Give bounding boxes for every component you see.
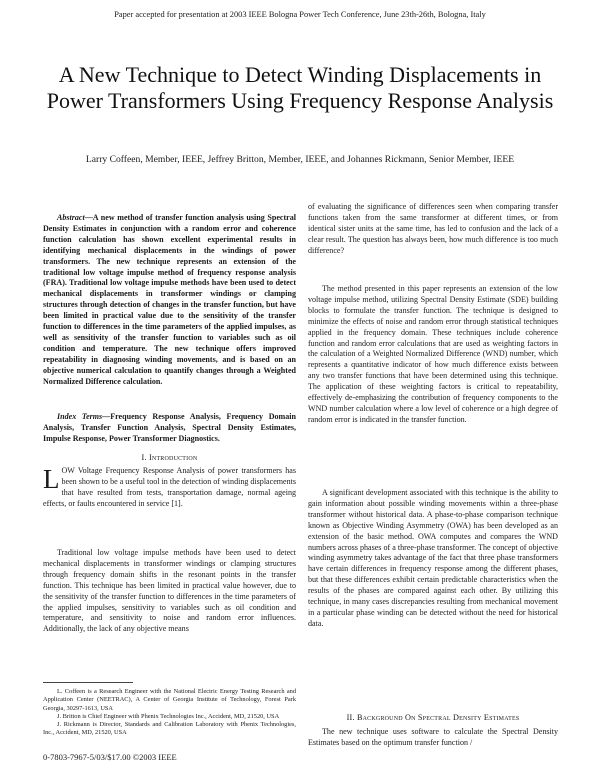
- section-number: II.: [346, 713, 355, 722]
- right-text-3: A significant development associated with this technique is the ability to gain information about possible winding movements within a three-phase transformer without historical data. A phase-to-phase comparison technique known as Objective Winding Asymmetry (OWA) has been developed as an extension of the basic method. OWA computes and compares the WND numbers across phases of a three-phase transformer. The concept of objective winding asymmetry takes advantage of the fact that three phase transformers have certain differences in frequency response among the different phases, but that these differences exhibit certain predictable characteristics when the results of the phases are compared against each other. By utilizing this technique, in many cases discrepancies resulting from mechanical movement in a particular phase winding can be detected without the need for historical data.: [308, 488, 558, 628]
- conference-header: Paper accepted for presentation at 2003 IEEE Bologna Power Tech Conference, June 23th-26th, Bologna, Italy: [114, 10, 486, 19]
- intro-paragraph-1: [43, 466, 296, 510]
- abstract: [43, 213, 296, 388]
- index-terms-text: —Frequency Response Analysis, Frequency Domain Analysis, Transfer Function Analysis, Spectral Density Estimates, Impulse Response, Power Transformer Diagnostics.: [43, 412, 296, 443]
- right-paragraph-1: [308, 202, 558, 257]
- abstract-text: —A new method of transfer function analysis using Spectral Density Estimates in conjunction with a random error and coherence function calculation has shown excellent experimental results in identifying mechanical displacements in the windings of power transformers. The new technique represents an extension of the traditional low voltage impulse method of frequency response analysis (FRA). Traditional low voltage impulse methods have been used to detect mechanical displacements in transformer windings or clamping structures through detection of changes in the transfer function, but have been limited in practical value due to the sensitivity of the transfer function to differences in the time parameters of the applied impulses, as well as sensitivity of the transfer function to variables such as oil condition and temperature. The new technique offers improved repeatability in diagnosing winding movements, and is based on an objective numerical calculation to quantify changes through a Weighted Normalized Difference calculation.: [43, 213, 296, 386]
- intro-text-2: Traditional low voltage impulse methods have been used to detect mechanical displacements in transformer windings or clamping structures through frequency domain shifts in the resonant points in the transfer function. This technique has been limited in practical value however, due to the sensitivity of the transfer function to differences in the time parameters of the applied impulses, sensitivity to variables such as oil condition and temperature, and sensitivity to noise and random error influences. Additionally, the lack of any objective means: [43, 548, 296, 634]
- copyright-footer: 0-7803-7967-5/03/$17.00 ©2003 IEEE: [43, 752, 177, 762]
- drop-cap: L: [43, 464, 60, 494]
- right-paragraph-3: [308, 488, 558, 630]
- footnotes: [43, 688, 296, 738]
- intro-text-1: OW Voltage Frequency Response Analysis of power transformers has been shown to be a useful tool in the detection of winding displacements that have resulted from tests, transportation damage, normal ageing effects, or faults encountered in service [1].: [43, 466, 296, 508]
- right-paragraph-4: [308, 727, 558, 749]
- index-terms: [43, 412, 296, 445]
- right-text-1: of evaluating the significance of differences seen when comparing transfer functions taken from the same transformer at different times, or from identical sister units at the same time, has led to confusion and the lack of a clear result. The question has always been, how much difference is too much difference?: [308, 202, 558, 255]
- right-paragraph-2: [308, 284, 558, 426]
- footnote-1: L. Coffeen is a Research Engineer with the National Electric Energy Testing Research and Application Center (NEETRAC), A Center of Georgia Institute of Technology, Forest Park Georgia, 30297-1613, USA: [43, 688, 296, 712]
- section-number: I.: [141, 453, 147, 462]
- index-terms-lead: Index Terms: [57, 412, 103, 421]
- author-line: Larry Coffeen, Member, IEEE, Jeffrey Britton, Member, IEEE, and Johannes Rickmann, Senior Member, IEEE: [85, 154, 515, 165]
- section-heading-background: [308, 713, 558, 722]
- section-title: Background On Spectral Density Estimates: [356, 713, 520, 722]
- right-text-2: The method presented in this paper represents an extension of the low voltage impulse method, utilizing Spectral Density Estimate (SDE) building blocks to formulate the transfer function. The technique is designed to minimize the effects of noise and random error through statistical techniques applied in the frequency domain. These techniques include coherence function and random error calculations that are used as weighting factors in the calculation of a Weighted Normalized Difference (WND) number, which represents a quantitative indicator of how much difference exists between any two transfer functions that have been determined using this technique. The application of these weighting factors is critical to repeatability, effectively de-emphasizing the contribution of frequency components to the WND number calculation where a low level of coherence or a high degree of random error is indicated in the transfer function.: [308, 284, 558, 424]
- footnote-rule: [43, 682, 133, 683]
- right-text-4: The new technique uses software to calculate the Spectral Density Estimates based on the optimum transfer function /: [308, 727, 558, 747]
- footnote-3: J. Rickmann is Director, Standards and Calibration Laboratory with Phenix Technologies, Inc., Accident, MD, 21520, USA: [43, 721, 296, 737]
- section-heading-introduction: [43, 453, 296, 462]
- section-title: Introduction: [148, 453, 198, 462]
- paper-title: A New Technique to Detect Winding Displacements in Power Transformers Using Frequency Response Analysis: [46, 62, 554, 113]
- footnote-2: J. Britton is Chief Engineer with Phenix Technologies Inc., Accident, MD, 21520, USA: [57, 712, 280, 720]
- abstract-lead: Abstract: [57, 213, 85, 222]
- intro-paragraph-2: [43, 548, 296, 635]
